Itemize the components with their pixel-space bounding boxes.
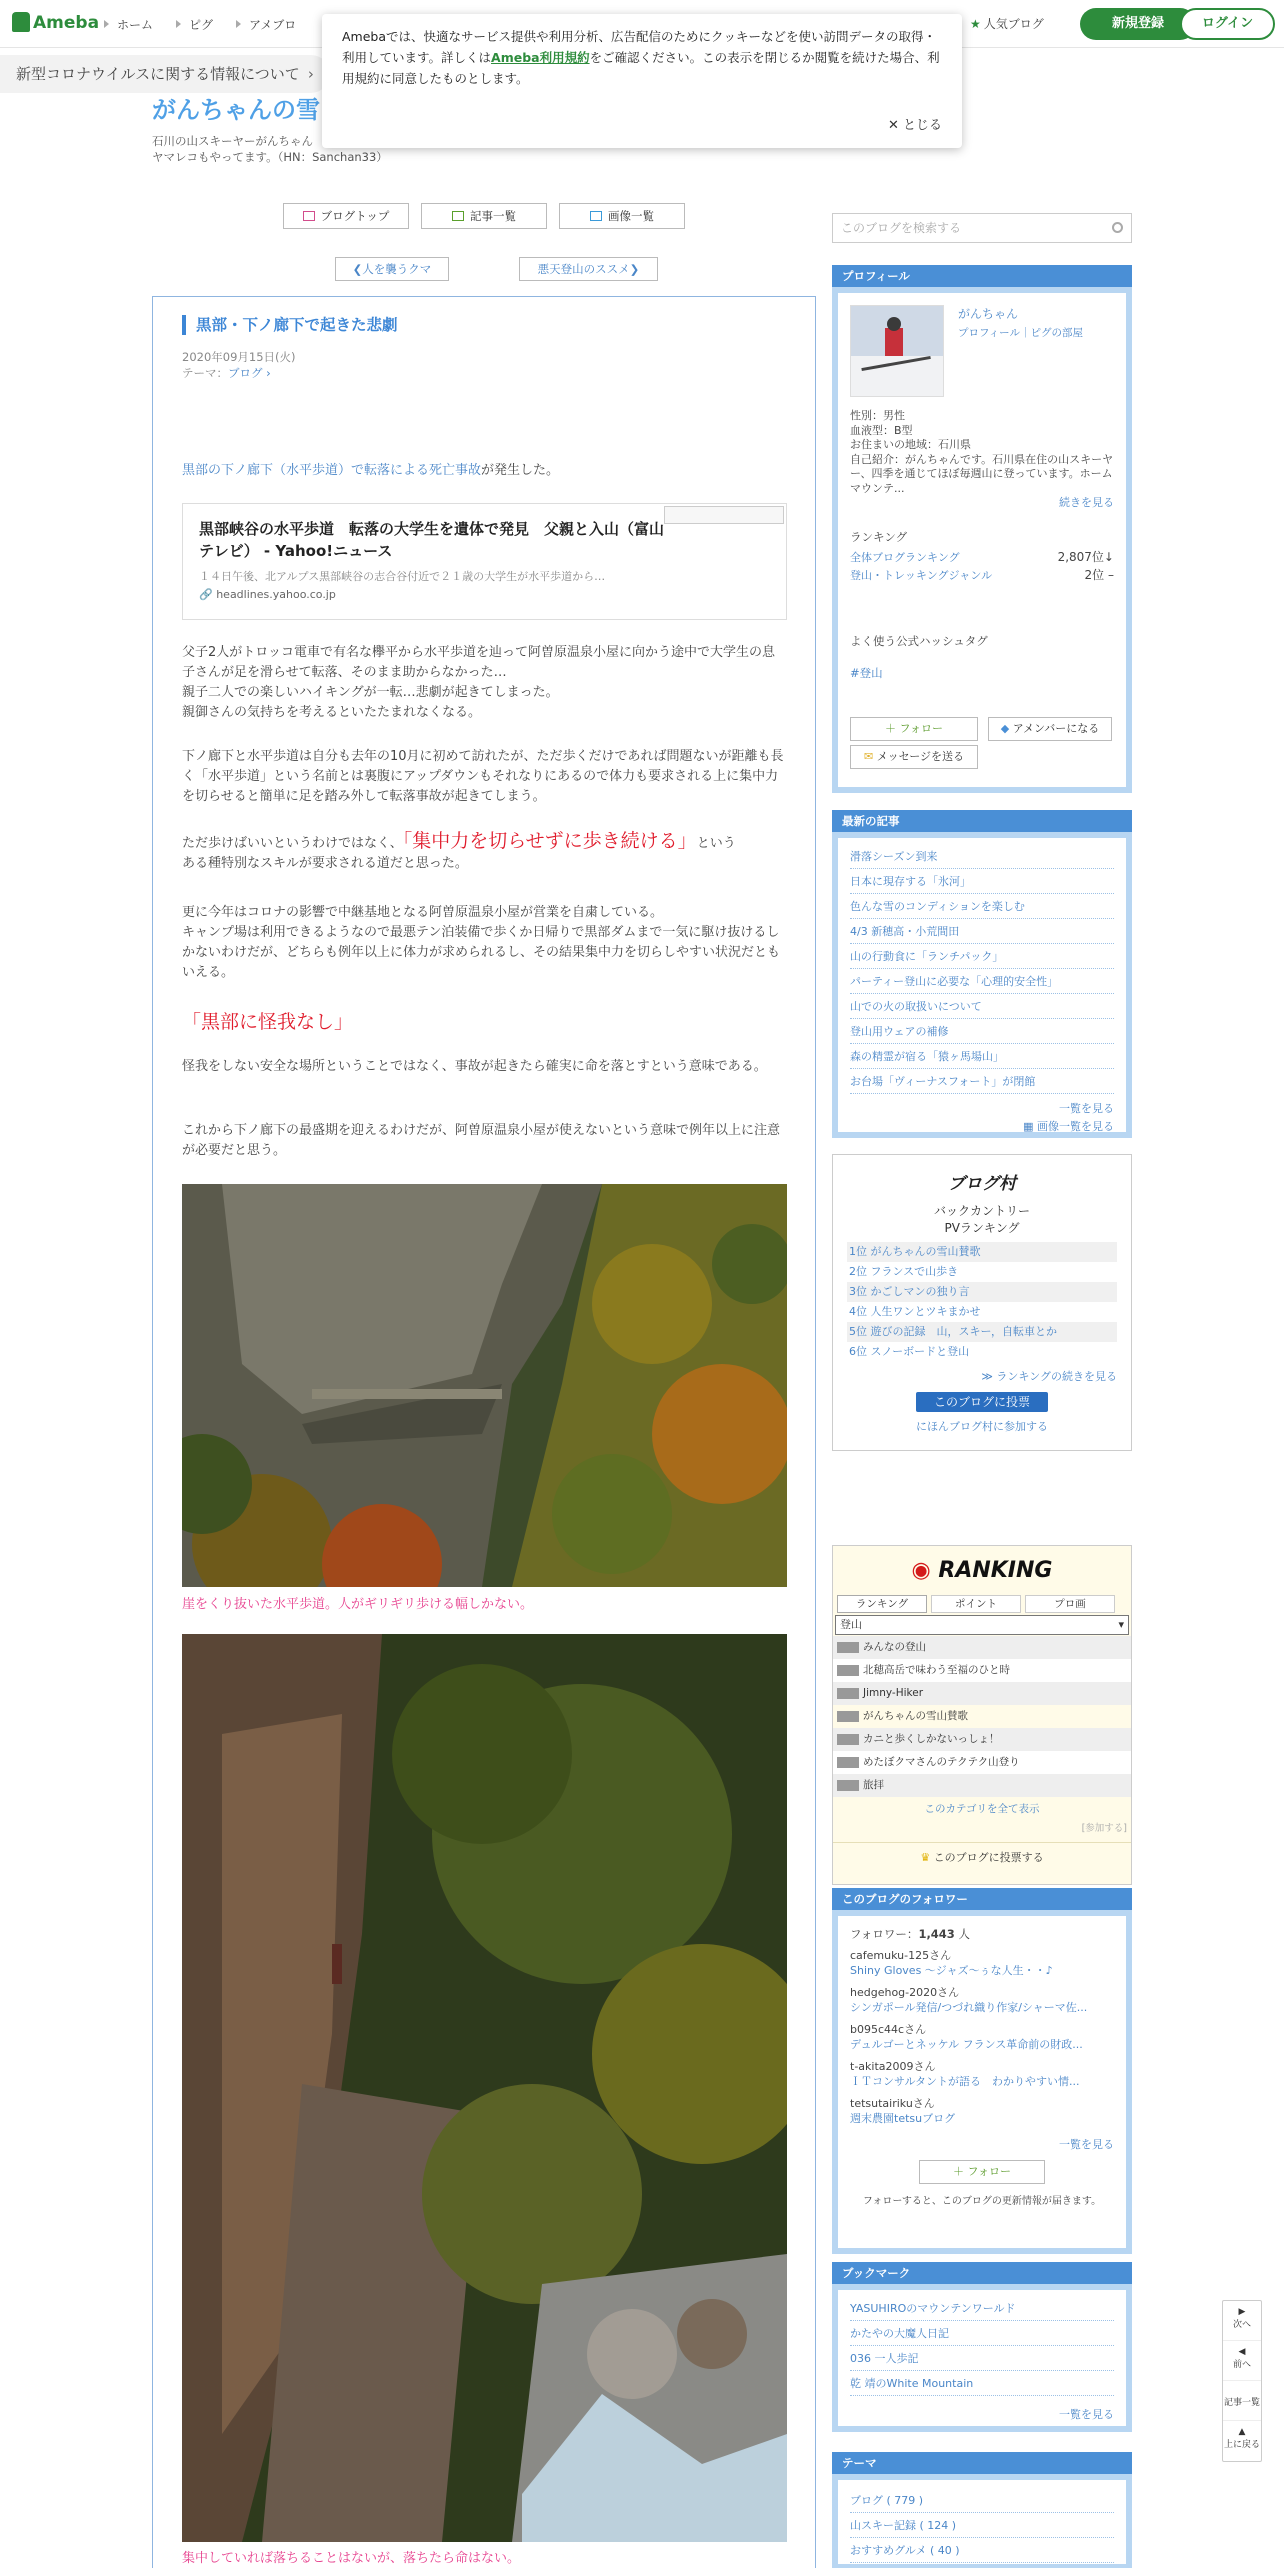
follower-blog-link[interactable]: ＩＴコンサルタントが語る わかりやすい情... xyxy=(850,2075,1080,2088)
follower-blog-link[interactable]: Shiny Gloves ～ジャズ～ぅな人生・・♪ xyxy=(850,1964,1053,1977)
blog-description: 石川の山スキーヤーがんちゃん ヤマレコもやってます。（HN：Sanchan33） xyxy=(152,134,388,164)
ranking-label: ランキング xyxy=(850,530,908,544)
recent-entry-link[interactable]: 日本に現存する「氷河」 xyxy=(850,869,1114,894)
ranking-list-item[interactable]: めたぼクマさんのテクテク山登り xyxy=(833,1751,1131,1774)
theme-link[interactable]: 山スキー記録 ( 124 ) xyxy=(850,2513,1114,2538)
profile-name[interactable]: がんちゃん xyxy=(958,307,1019,321)
blog-search-input[interactable]: このブログを検索する xyxy=(832,213,1132,243)
image-icon xyxy=(590,211,602,221)
star-icon: ★ xyxy=(970,17,981,31)
category-select[interactable]: 登山 ▾ xyxy=(835,1615,1129,1635)
chevron-down-icon: ▾ xyxy=(1118,1618,1124,1631)
amember-icon: ◆ xyxy=(1000,722,1013,735)
paragraph: これから下ノ廊下の最盛期を迎えるわけだが、阿曽原温泉小屋が使えないという意味で例年以上に注意が必要だと思う。 xyxy=(182,1123,781,1158)
recent-entries-box xyxy=(832,810,1132,1138)
news-link-card[interactable] xyxy=(182,503,787,620)
profile-avatar[interactable] xyxy=(850,305,944,397)
nav-pigg[interactable]: ピグ xyxy=(176,16,213,33)
ranking-list-item[interactable]: 旅拝 xyxy=(833,1774,1131,1797)
photo-cliff-trail[interactable] xyxy=(182,1184,787,1587)
follower-blog-link[interactable]: デュルゴーとネッケル フランス革命前の財政... xyxy=(850,2038,1083,2051)
photo-gorge-river-image xyxy=(182,1634,787,2542)
profile-content xyxy=(838,293,1126,787)
blogmura-join-link[interactable]: にほんブログ村に参加する xyxy=(916,1420,1048,1433)
blogmura-widget: ブログ村 バックカントリー PVランキング 1位 がんちゃんの雪山賛歌 2位 フランスで山歩き 3位 かごしマンの独り言 4位 人生ワンとツキまかせ 5位 遊びの記録 山，スキー，自転車とか 6位 スノーボードと登山 ≫ ランキングの続きを見る このブログに投票 にほんブログ村に参加する xyxy=(832,1154,1132,1451)
signup-button[interactable]: 新規登録 xyxy=(1080,8,1196,40)
link-icon: 🔗 xyxy=(199,588,217,601)
ameba-logo[interactable]: Ameba xyxy=(12,12,99,33)
chevron-right-icon: › xyxy=(307,65,314,83)
ranking-list-item[interactable]: がんちゃんの雪山賛歌 xyxy=(833,1705,1131,1728)
bookmark-link[interactable]: かたやの大魔人日記 xyxy=(850,2321,1114,2346)
points-tab[interactable]: ポイント xyxy=(931,1595,1021,1613)
follower-name: b095c44cさん xyxy=(850,2023,927,2036)
card-description: １４日午後、北アルプス黒部峡谷の志合谷付近で２１歳の大学生が水平歩道から… xyxy=(199,570,606,583)
recent-entry-link[interactable]: お台場「ヴィーナスフォート」が閉館 xyxy=(850,1069,1114,1094)
cookie-consent-dialog: Amebaでは、快適なサービス提供や利用分析、広告配信のためにクッキーなどを使い訪問データの取得・利用しています。詳しくはAmeba利用規約をご確認ください。この表示を閉じるか閲覧を続けた場合、利用規約に同意したものとします。 ✕ とじる xyxy=(322,14,962,148)
rank-badge-icon xyxy=(837,1642,859,1653)
article-title[interactable]: 黒部・下ノ廊下で起きた悲劇 xyxy=(182,315,398,335)
theme-link[interactable]: ブログ xyxy=(228,366,263,380)
bookmarks-list xyxy=(838,2290,1126,2426)
rank-badge-icon xyxy=(837,1734,859,1745)
ranking-join-link[interactable]: [参加する] xyxy=(1081,1823,1127,1834)
ranking-vote-button[interactable]: ♛ このブログに投票する xyxy=(833,1842,1131,1873)
chevron-right-icon xyxy=(176,20,181,28)
entry-list-button[interactable]: 記事一覧 xyxy=(1223,2381,1261,2421)
hashtag-link[interactable]: #登山 xyxy=(850,666,883,680)
blogmura-rank-item[interactable]: 2位 フランスで山歩き xyxy=(849,1265,959,1278)
rank-badge-icon xyxy=(837,1688,859,1699)
followers-list xyxy=(838,1916,1126,2248)
profile-box xyxy=(832,265,1132,793)
card-title: 黒部峡谷の水平歩道 転落の大学生を遺体で発見 父親と入山（富山テレビ） - Yahoo!ニュース xyxy=(199,520,665,560)
follower-name: tetsutairikuさん xyxy=(850,2097,935,2110)
article xyxy=(152,296,816,2568)
tab-image-list[interactable]: 画像一覧 xyxy=(559,203,685,229)
paragraph: 下ノ廊下と水平歩道は自分も去年の10月に初めて訪れたが、ただ歩くだけであれば問題ないが距離も長く「水平歩道」という名前とは裏腹にアップダウンもそれなりにあるので体力も要求される上に集中力を切らせると簡単に足を踏み外して転落事故が起きてしまう。 xyxy=(182,749,784,804)
overall-ranking-link[interactable]: 全体ブログランキング xyxy=(850,551,960,564)
chevron-right-icon: › xyxy=(262,366,271,380)
search-icon[interactable] xyxy=(1112,222,1123,233)
back-to-top-button[interactable]: ▲ 上に戻る xyxy=(1223,2427,1260,2450)
login-button[interactable]: ログイン xyxy=(1180,8,1275,40)
image-list-link[interactable]: ▦ 画像一覧を見る xyxy=(1023,1120,1114,1133)
follower-blog-link[interactable]: 週末農園tetsuブログ xyxy=(850,2112,956,2125)
photo-cliff-trail-image xyxy=(182,1184,787,1587)
photo-caption: 集中していれば落ちることはないが、落ちたら命はない。 xyxy=(182,2551,521,2566)
card-domain: 🔗 headlines.yahoo.co.jp xyxy=(199,588,336,601)
bookmark-link[interactable]: 036 一人歩記 xyxy=(850,2346,1114,2371)
recent-entries-header: 最新の記事 xyxy=(832,810,1132,832)
ameba-logo-icon xyxy=(12,12,30,32)
next-entry-link[interactable]: 悪天登山のススメ❯ xyxy=(519,257,658,281)
nav-home[interactable]: ホーム xyxy=(104,16,153,33)
recent-more-link[interactable]: 一覧を見る xyxy=(1059,1102,1114,1115)
rank-badge-icon xyxy=(837,1665,859,1676)
next-entry-button[interactable]: ▶ 次へ xyxy=(1223,2301,1261,2341)
follower-blog-link[interactable]: シンガポール発信/つづれ織り作家/シャーマ佐... xyxy=(850,2001,1088,2014)
skier-avatar-image xyxy=(851,306,943,396)
hashtag-label: よく使う公式ハッシュタグ xyxy=(850,634,988,648)
follower-name: t-akita2009さん xyxy=(850,2060,936,2073)
recent-entry-link[interactable]: 滑落シーズン到来 xyxy=(850,844,1114,869)
recent-entry-link[interactable]: 登山用ウェアの補修 xyxy=(850,1019,1114,1044)
card-thumbnail xyxy=(664,506,784,524)
follower-name: hedgehog-2020さん xyxy=(850,1986,960,1999)
prev-entry-button[interactable]: ◀ 前へ xyxy=(1223,2341,1261,2381)
callout-heading: 「黒部に怪我なし」 xyxy=(182,1011,354,1033)
recent-entry-link[interactable]: 4/3 新穂高・小荒間田 xyxy=(850,919,1114,944)
follow-button[interactable]: ＋ フォロー xyxy=(850,717,978,741)
blogmura-rank-item[interactable]: 5位 遊びの記録 山，スキー，自転車とか xyxy=(847,1322,1117,1342)
followers-box xyxy=(832,1888,1132,2254)
blog-title[interactable]: がんちゃんの雪 xyxy=(152,96,320,124)
category-all-link[interactable]: このカテゴリを全て表示 xyxy=(924,1803,1040,1815)
profile-more-link[interactable]: 続きを見る xyxy=(1059,496,1114,509)
blogmura-rank-item[interactable]: 1位 がんちゃんの雪山賛歌 xyxy=(847,1242,1117,1262)
themes-box xyxy=(832,2452,1132,2568)
bookmark-link[interactable]: 乾 靖のWhite Mountain xyxy=(850,2371,1114,2396)
ranking-widget xyxy=(832,1545,1132,1885)
genre-ranking-link[interactable]: 登山・トレッキングジャンル xyxy=(850,569,993,582)
profile-header: プロフィール xyxy=(832,265,1132,287)
ranking-list-item[interactable]: Jimny-Hiker xyxy=(833,1682,1131,1705)
article-theme: テーマ：ブログ › xyxy=(182,366,271,380)
followers-more-link[interactable]: 一覧を見る xyxy=(1059,2138,1114,2151)
themes-header: テーマ xyxy=(832,2452,1132,2474)
pro-tab[interactable]: プロ画 xyxy=(1025,1595,1115,1613)
crown-icon: ♛ xyxy=(920,1851,934,1864)
bookmarks-more-link[interactable]: 一覧を見る xyxy=(1059,2408,1114,2421)
message-button[interactable]: ✉ メッセージを送る xyxy=(850,745,978,769)
recent-entry-link[interactable]: 山での火の取扱いについて xyxy=(850,994,1114,1019)
nav-ameblo[interactable]: アメブロ xyxy=(236,16,296,33)
tab-blog-top[interactable]: ブログトップ xyxy=(283,203,409,229)
amember-button[interactable]: ◆ アメンバーになる xyxy=(988,717,1112,741)
blogmura-rank-item[interactable]: 6位 スノーボードと登山 xyxy=(849,1345,970,1358)
bookmark-link[interactable]: YASUHIROのマウンテンワールド xyxy=(850,2296,1114,2321)
blogmura-more-link[interactable]: ≫ ランキングの続きを見る xyxy=(981,1370,1117,1383)
ranking-logo-icon: ◉ xyxy=(911,1558,939,1583)
paragraph: 黒部の下ノ廊下（水平歩道）で転落による死亡事故が発生した。 xyxy=(182,463,560,478)
genre-ranking-value: 2位 – xyxy=(1084,568,1114,582)
follower-count: フォロワー：1,443 人 xyxy=(850,1927,970,1941)
theme-link[interactable]: おすすめグルメ ( 40 ) xyxy=(850,2538,1114,2563)
themes-list xyxy=(838,2480,1126,2564)
envelope-icon: ✉ xyxy=(863,750,877,763)
play-right-icon: ▶ xyxy=(1238,2307,1246,2317)
accident-link[interactable]: 黒部の下ノ廊下（水平歩道）で転落による死亡事故 xyxy=(182,463,482,478)
emphasis-text: 「集中力を切らせずに歩き続ける」 xyxy=(402,830,697,852)
ranking-list-item[interactable]: 北穂高岳で味わう至福のひと時 xyxy=(833,1659,1131,1682)
blogmura-rank-item[interactable]: 4位 人生ワンとツキまかせ xyxy=(849,1305,981,1318)
rank-badge-icon xyxy=(837,1711,859,1722)
blogmura-vote-button[interactable]: このブログに投票 xyxy=(916,1392,1048,1412)
terms-link[interactable]: Ameba利用規約 xyxy=(491,50,590,65)
arrow-up-icon: ▲ xyxy=(1238,2427,1246,2437)
ranking-logo[interactable]: ◉ RANKING xyxy=(911,1558,1053,1583)
cookie-close-button[interactable]: ✕ とじる xyxy=(887,118,942,133)
recent-entry-link[interactable]: 森の精霊が宿る「猿ヶ馬場山」 xyxy=(850,1044,1114,1069)
recent-entry-link[interactable]: パーティー登山に必要な「心理的安全性」 xyxy=(850,969,1114,994)
ranking-list-item[interactable]: カニと歩くしかないっしょ！ xyxy=(833,1728,1131,1751)
paragraph: 怪我をしない安全な場所ということではなく、事故が起きたら確実に命を落とすという意味である。 xyxy=(182,1059,767,1074)
chevron-right-icon xyxy=(236,20,241,28)
play-left-icon: ◀ xyxy=(1238,2347,1246,2357)
follow-note: フォローすると、このブログの更新情報が届きます。 xyxy=(862,2196,1102,2207)
paragraph: 父子2人がトロッコ電車で有名な欅平から水平歩道を辿って阿曽原温泉小屋に向かう途中で大学生の息子さんが足を滑らせて転落、そのまま助からなかった… 親子二人での楽しいハイキングが一転…悲劇が起きてしまった。 親御さんの気持ちを考えるといたたまれなくなる。 xyxy=(182,645,776,720)
nav-popular-blogs[interactable]: ★ 人気ブログ xyxy=(970,17,1044,31)
rank-badge-icon xyxy=(837,1757,859,1768)
bookmarks-box xyxy=(832,2262,1132,2432)
prev-entry-link[interactable]: ❮人を襲うクマ xyxy=(335,257,449,281)
paragraph: 更に今年はコロナの影響で中継基地となる阿曽原温泉小屋が営業を自粛している。 キャンプ場は利用できるようなので最悪テン泊装備で歩くか日帰りで黒部ダムまで一気に駆け抜けるしかないわけだが、どちらも例年以上に体力が求められるし、その結果集中力を切らしやすい状況だともいえる。 xyxy=(182,905,781,980)
photo-caption: 崖をくり抜いた水平歩道。人がギリギリ歩ける幅しかない。 xyxy=(182,1597,534,1612)
chevron-right-icon xyxy=(104,20,109,28)
profile-links[interactable]: プロフィール｜ピグの部屋 xyxy=(958,327,1083,339)
blogmura-rank-item[interactable]: 3位 かごしマンの独り言 xyxy=(847,1282,1117,1302)
bookmarks-header: ブックマーク xyxy=(832,2262,1132,2284)
article-date: 2020年09月15日(火) xyxy=(182,350,296,364)
recent-entries-list xyxy=(838,838,1126,1132)
followers-header: このブログのフォロワー xyxy=(832,1888,1132,1910)
recent-entry-link[interactable]: 色んな雪のコンディションを楽しむ xyxy=(850,894,1114,919)
ranking-list-item[interactable]: みんなの登山 xyxy=(833,1636,1131,1659)
profile-details: 性別：男性 血液型：B型 お住まいの地域：石川県 自己紹介：がんちゃんです。石川県在住の山スキーヤー、四季を通じてほぼ毎週山に登っています。ホームマウンテ... 続きを見る xyxy=(850,409,1114,509)
photo-gorge-river[interactable] xyxy=(182,1634,787,2542)
covid-info-banner[interactable]: 新型コロナウイルスに関する情報について › xyxy=(0,55,330,93)
floating-side-nav xyxy=(1222,2300,1262,2462)
paragraph: ただ歩けばいいというわけではなく、「集中力を切らせずに歩き続ける」という ある種特別なスキルが要求される道だと思った。 xyxy=(182,830,736,871)
calendar-icon xyxy=(303,211,315,221)
theme-link[interactable]: ブログ ( 779 ) xyxy=(850,2488,1114,2513)
ranking-tab[interactable]: ランキング xyxy=(837,1595,927,1613)
rank-badge-icon xyxy=(837,1780,859,1791)
overall-ranking-value: 2,807位↓ xyxy=(1057,550,1114,564)
tab-entry-list[interactable]: 記事一覧 xyxy=(421,203,547,229)
follow-button[interactable]: ＋ フォロー xyxy=(919,2160,1045,2184)
image-icon: ▦ xyxy=(1023,1120,1037,1133)
document-icon xyxy=(452,211,464,221)
follower-name: cafemuku-125さん xyxy=(850,1949,952,1962)
blogmura-logo[interactable]: ブログ村 xyxy=(948,1174,1016,1194)
recent-entry-link[interactable]: 山の行動食に「ランチパック」 xyxy=(850,944,1114,969)
